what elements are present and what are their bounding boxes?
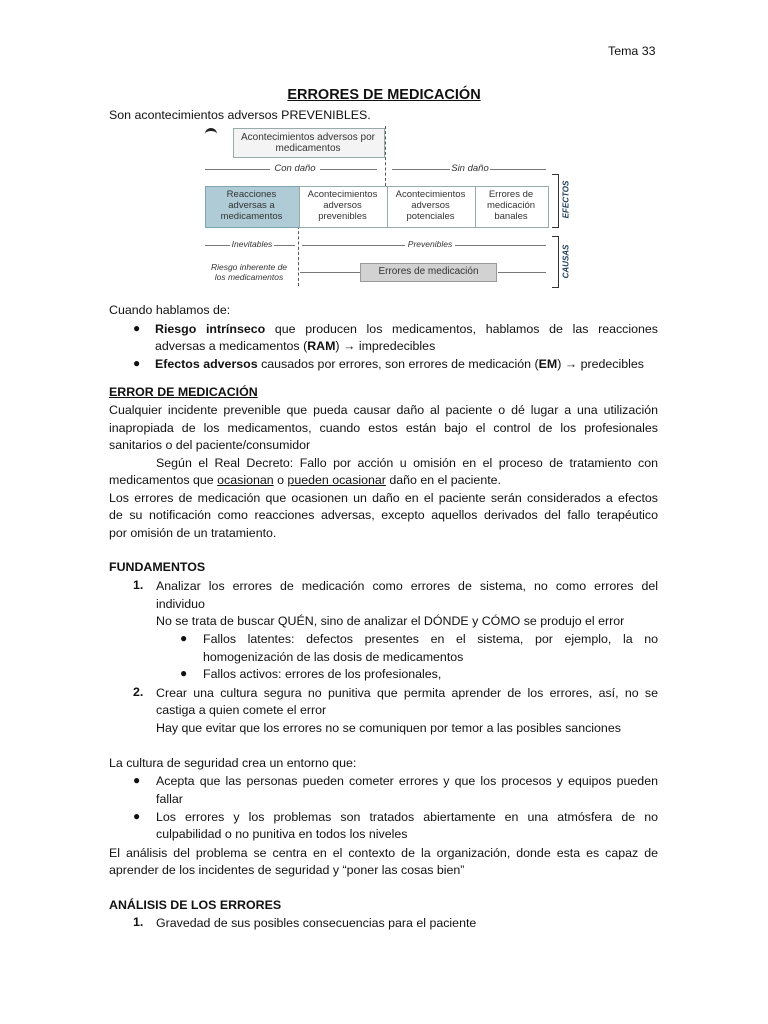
text-run: que producen los medicamentos, hablamos de las reacciones [265, 322, 659, 336]
bullet-dot: ● [133, 809, 141, 823]
fund-sub-1-l2: homogenización de las dosis de medicamentos [203, 650, 464, 664]
cuando-lead: Cuando hablamos de: [109, 303, 231, 317]
bullet-dot: ● [180, 666, 188, 680]
text-run: adversas a medicamentos ( [155, 339, 308, 353]
efectos-label: EFECTOS [561, 180, 571, 219]
top-box-label: Acontecimientos adversos por medicamentos [241, 132, 375, 154]
error-p1-l2: inapropiada de los medicamentos, cuando estos están bajo el control de los profesionales [109, 421, 658, 435]
error-p3-l1: Los errores de medicación que ocasionen un daño en el paciente serán considerados a efectos [109, 491, 658, 505]
ocasionan: ocasionan [217, 473, 274, 487]
causas-bracket [552, 236, 559, 288]
causas-label: CAUSAS [561, 244, 571, 279]
sin-dano-label: Sin daño [451, 163, 489, 174]
adverse-events-diagram [200, 126, 580, 292]
cultura-lead: La cultura de seguridad crea un entorno que: [109, 756, 357, 770]
text-run: o [273, 473, 288, 487]
cell-prevenibles-text: Acontecimientos adversos prevenibles [307, 189, 378, 222]
errores-box-label: Errores de medicación [378, 266, 479, 277]
riesgo-intrinseco: Riesgo intrínseco [155, 322, 266, 336]
cultura-1-l1: Acepta que las personas pueden cometer errores y que los procesos y equipos pueden [156, 774, 658, 788]
efectos-adversos: Efectos adversos [155, 357, 258, 371]
error-p3-l2: de su notificación como reacciones adversas, excepto aquellos derivados del fallo terapéutico [109, 508, 658, 522]
error-p3-l3: por omisión de un tratamiento. [109, 526, 277, 540]
fund-1-l2: individuo [156, 597, 205, 611]
fund-sub-1-l1: Fallos latentes: defectos presentes en el sistema, por ejemplo, la no [203, 632, 658, 646]
cell-potenciales-text: Acontecimientos adversos potenciales [395, 189, 466, 222]
item-number: 2. [133, 685, 144, 699]
cultura-2-l2: culpabilidad o no punitiva en todos los niveles [156, 827, 408, 841]
pueden-ocasionar: pueden ocasionar [287, 473, 386, 487]
text-run: ) → predecibles [557, 357, 644, 371]
ram-abbrev: RAM [307, 339, 336, 353]
text-run: ) → impredecibles [335, 339, 436, 353]
cell-banales-text: Errores de medicación banales [486, 189, 536, 222]
item-number: 1. [133, 578, 144, 592]
prevenibles-label: Prevenibles [405, 239, 455, 250]
cuando-item-1-line-1 [155, 321, 658, 338]
fund-sub-2: Fallos activos: errores de los profesionales, [203, 667, 442, 681]
corner-mark [205, 128, 217, 139]
bullet-dot: ● [180, 631, 188, 645]
error-p1-l1: Cualquier incidente prevenible que pueda causar daño al paciente o dé lugar a una utilización [109, 403, 658, 417]
intro-text: Son acontecimientos adversos PREVENIBLES. [109, 108, 371, 122]
fund-1-l3: No se trata de buscar QUÉN, sino de analizar el DÓNDE y CÓMO se produjo el error [156, 614, 625, 628]
fund-2-l2: castiga a quien comete el error [156, 703, 327, 717]
divider-top [385, 126, 386, 186]
bullet-dot: ● [133, 356, 141, 370]
error-p1-l3: sanitarios o del paciente/consumidor [109, 438, 311, 452]
bullet-dot: ● [133, 321, 141, 335]
con-dano-label: Con daño [270, 163, 320, 174]
fund-2-l1: Crear una cultura segura no punitiva que permita aprender de los errores, así, no se [156, 686, 658, 700]
text-run: medicamentos que [109, 473, 218, 487]
text-run: daño en el paciente. [385, 473, 501, 487]
error-p2-l2 [109, 472, 658, 489]
page-number: Tema 33 [608, 44, 656, 58]
riesgo-line [300, 272, 360, 273]
cultura-p-l1: El análisis del problema se centra en el contexto de la organización, donde esta es capaz de [109, 846, 658, 860]
cultura-1-l2: fallar [156, 792, 183, 806]
page-title: ERRORES DE MEDICACIÓN [287, 87, 481, 103]
item-number: 1. [133, 915, 144, 929]
analisis-1: Gravedad de sus posibles consecuencias para el paciente [156, 916, 477, 930]
efectos-bracket [552, 174, 559, 228]
text-run: causados por errores, son errores de medicación ( [257, 357, 539, 371]
fund-1-l1: Analizar los errores de medicación como errores de sistema, no como errores del [156, 579, 658, 593]
fundamentos-heading: FUNDAMENTOS [109, 560, 206, 574]
inevitables-label: Inevitables [231, 239, 273, 249]
analisis-heading: ANÁLISIS DE LOS ERRORES [109, 898, 282, 912]
em-abbrev: EM [538, 357, 558, 371]
riesgo-label: Riesgo inherente de los medicamentos [210, 262, 288, 282]
divider-bottom [298, 226, 299, 286]
cultura-2-l1: Los errores y los problemas son tratados abiertamente en una atmósfera de no [156, 810, 658, 824]
cuando-item-2 [155, 356, 658, 373]
error-heading: ERROR DE MEDICACIÓN [109, 385, 258, 399]
fund-2-l3: Hay que evitar que los errores no se comuniquen por temor a las posibles sanciones [156, 721, 621, 735]
error-p2-l1: Según el Real Decreto: Fallo por acción u omisión en el proceso de tratamiento con [156, 456, 658, 470]
cultura-p-l2: aprender de los incidentes de seguridad y “poner las cosas bien” [109, 863, 465, 877]
cuando-item-1-line-2 [155, 338, 658, 355]
bullet-dot: ● [133, 773, 141, 787]
errores-line [498, 272, 546, 273]
cell-ram-text: Reacciones adversas a medicamentos [220, 189, 283, 222]
